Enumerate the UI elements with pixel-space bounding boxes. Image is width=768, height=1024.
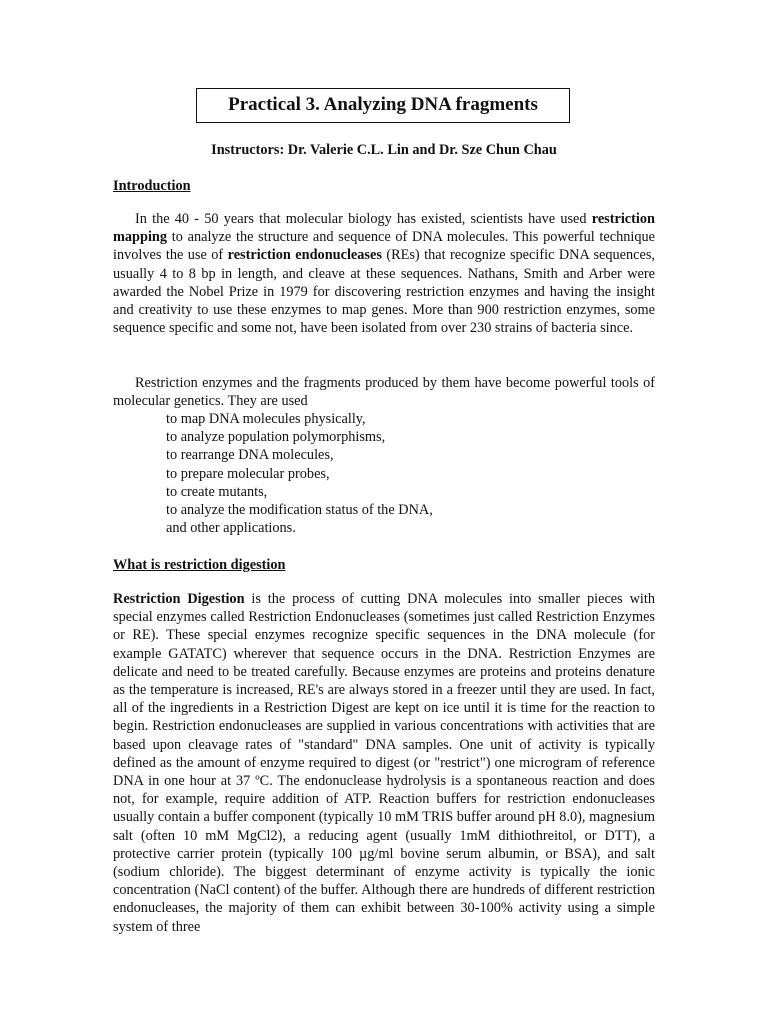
- intro-p1-text-a: In the 40 - 50 years that molecular biology has existed, scientists have used: [135, 211, 592, 227]
- restriction-digestion-heading: What is restriction digestion: [113, 557, 286, 573]
- digestion-body-text: is the process of cutting DNA molecules into smaller pieces with special enzymes called Restriction Endonucleases (sometimes just called Restriction Enzymes or RE). These special enzymes recognize specific sequences in the DNA molecule (for example GATATC) wherever that sequence occurs in the DNA. Restriction Enzymes are delicate and need to be treated carefully. Because enzymes are proteins and proteins denature as the temperature is increased, RE's are always stored in a freezer until they are used. In fact, all of the ingredients in a Restriction Digest are kept on ice until it is time for the reaction to begin. Restriction endonucleases are supplied in various concentrations with activities that are based upon cleavage rates of "standard" DNA samples. One unit of activity is typically defined as the amount of enzyme required to digest (or "restrict") one microgram of reference DNA in one hour at 37 ºC. The endonuclease hydrolysis is a spontaneous reaction and does not, for example, require addition of ATP. Reaction buffers for restriction endonucleases usually contain a buffer component (typically 10 mM TRIS buffer around pH 8.0), magnesium salt (often 10 mM MgCl2), a reducing agent (usually 1mM dithiothreitol, or DTT), a protective carrier protein (typically 100 µg/ml bovine serum albumin, or BSA), and salt (sodium chloride). The biggest determinant of enzyme activity is typically the ionic concentration (NaCl content) of the buffer. Although there are hundreds of different restriction endonucleases, the majority of them can exhibit between 30-100% activity using a simple system of three: [113, 591, 655, 935]
- digestion-bold-lead: Restriction Digestion: [113, 591, 245, 607]
- uses-list: [166, 410, 433, 537]
- intro-p1-bold-restriction-endonucleases: restriction endonucleases: [227, 247, 382, 264]
- introduction-heading: Introduction: [113, 178, 191, 194]
- page-title: [196, 88, 570, 123]
- page-title-text: Practical 3. Analyzing DNA fragments: [228, 94, 538, 116]
- list-item: to analyze the modification status of the DNA,: [166, 501, 433, 518]
- list-item: and other applications.: [166, 520, 296, 537]
- list-item: to prepare molecular probes,: [166, 465, 330, 482]
- list-item: to create mutants,: [166, 483, 268, 500]
- intro-p1-text-d: (REs) that recognize specific DNA sequences, usually 4 to 8 bp in length, and cleave at these sequences. Nathans, Smith and Arber were awarded the Nobel Prize in 1979 for discovering restriction enzymes and having the insight and creativity to use these enzymes to map genes. More than 900 restriction enzymes, some sequence specific and some not, have been isolated from over 230 strains of bacteria since.: [113, 247, 655, 337]
- intro-p1-text-c: to analyze the structure and sequence of DNA molecules. This powerful technique involves the use of: [113, 229, 655, 264]
- intro-p1-bold-restriction-mapping: restriction mapping: [113, 211, 655, 246]
- introduction-paragraph-2: Restriction enzymes and the fragments produced by them have become powerful tools of molecular genetics. They are used: [113, 375, 655, 410]
- instructors-line: Instructors: Dr. Valerie C.L. Lin and Dr. Sze Chun Chau: [211, 142, 557, 158]
- introduction-paragraph-1: [113, 210, 655, 337]
- list-item: to analyze population polymorphisms,: [166, 429, 386, 446]
- restriction-digestion-paragraph: [113, 590, 655, 936]
- list-item: to rearrange DNA molecules,: [166, 447, 334, 464]
- list-item: to map DNA molecules physically,: [166, 411, 366, 427]
